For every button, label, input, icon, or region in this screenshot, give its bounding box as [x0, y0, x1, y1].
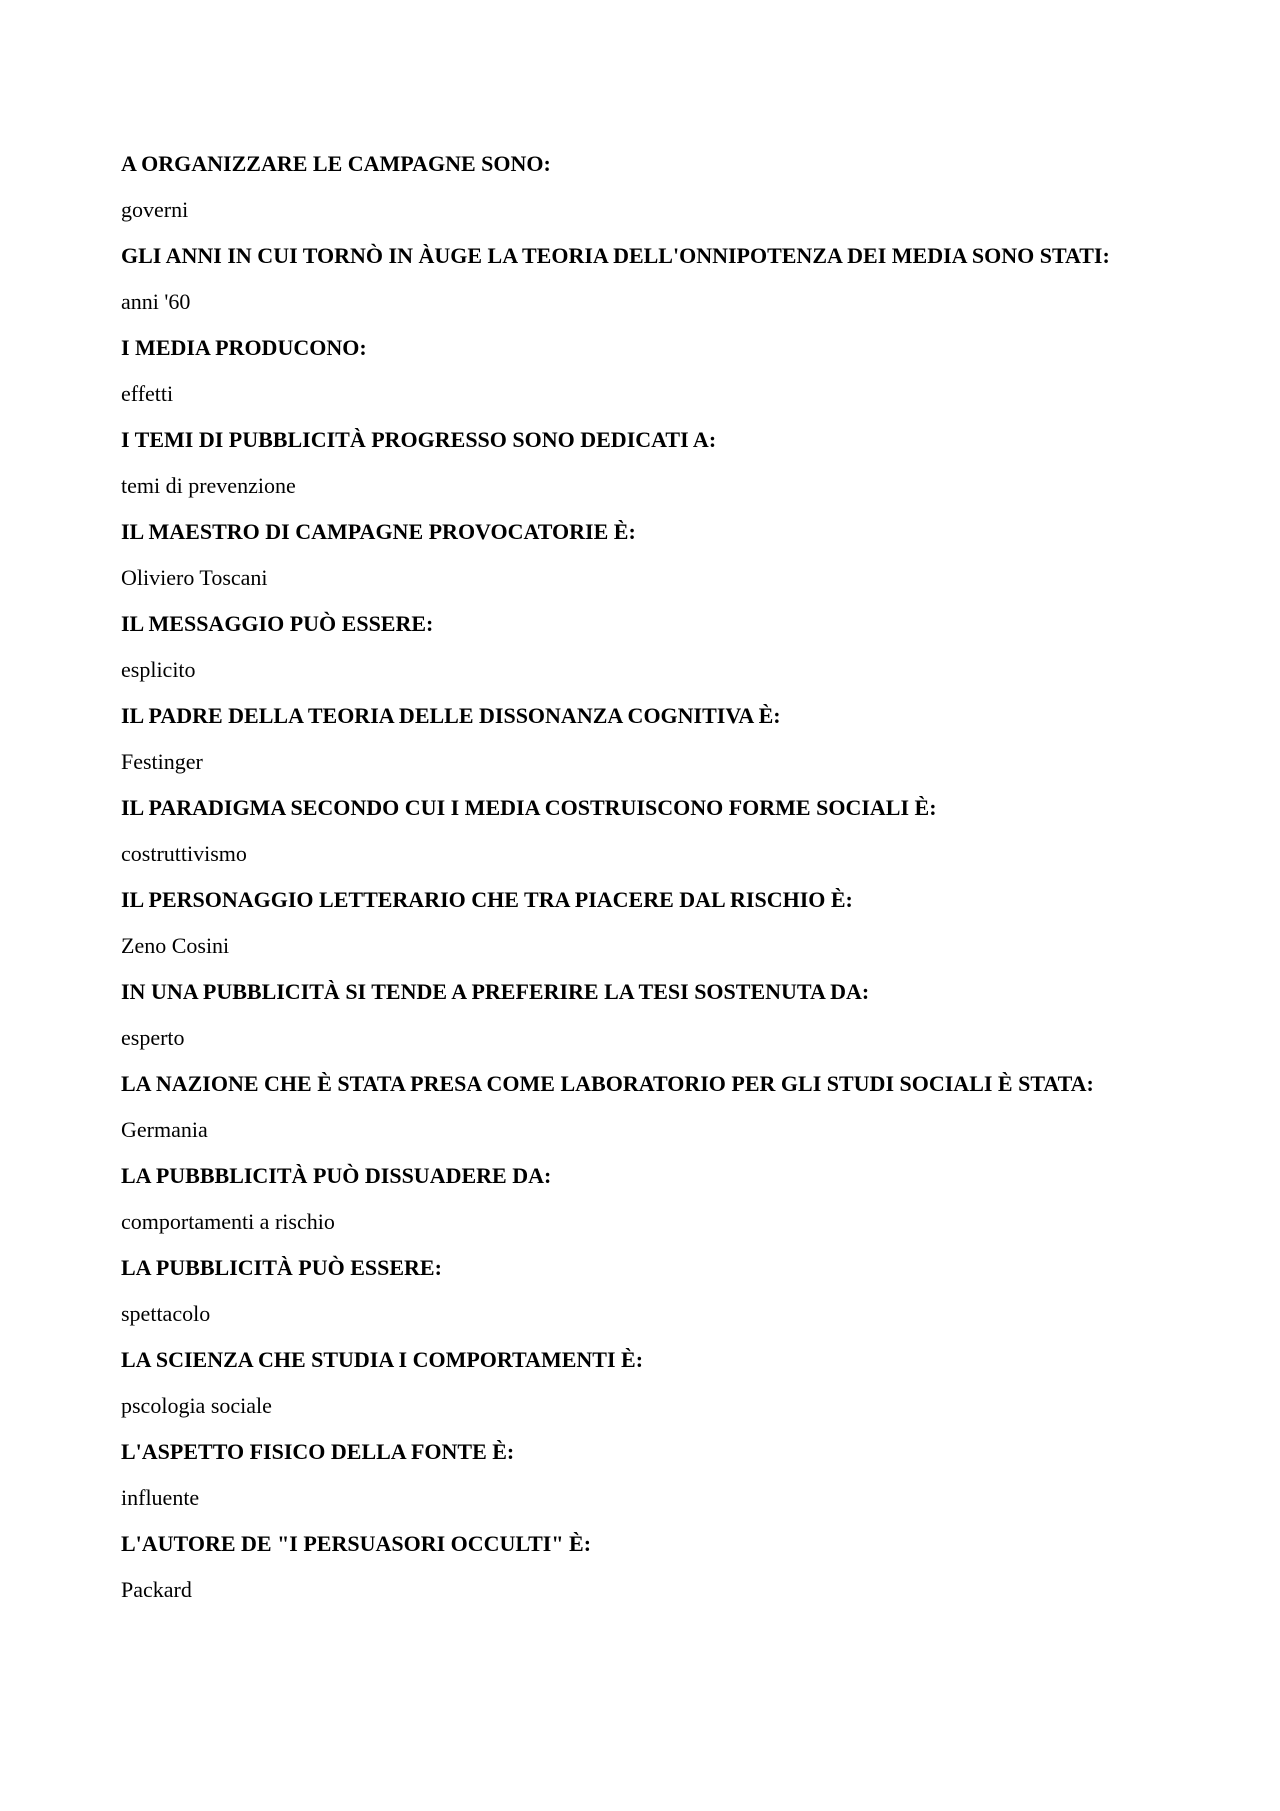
question-text: I MEDIA PRODUCONO:	[121, 335, 367, 360]
answer-text: costruttivismo	[121, 841, 247, 866]
answer-text: Germania	[121, 1117, 208, 1142]
answer-text: governi	[121, 197, 189, 222]
answer-text: temi di prevenzione	[121, 473, 296, 498]
answer-text: Oliviero Toscani	[121, 565, 268, 590]
qa-item	[121, 1530, 1164, 1604]
qa-item	[121, 1254, 1164, 1328]
answer-text: effetti	[121, 381, 174, 406]
question-text: LA PUBBLICITÀ PUÒ ESSERE:	[121, 1255, 442, 1280]
question-text: L'AUTORE DE "I PERSUASORI OCCULTI" È:	[121, 1531, 592, 1556]
question-text: L'ASPETTO FISICO DELLA FONTE È:	[121, 1439, 515, 1464]
qa-item	[121, 1438, 1164, 1512]
qa-item	[121, 1162, 1164, 1236]
qa-item	[121, 794, 1164, 868]
question-text: IL PADRE DELLA TEORIA DELLE DISSONANZA COGNITIVA È:	[121, 703, 781, 728]
answer-text: esplicito	[121, 657, 196, 682]
question-text: IL MAESTRO DI CAMPAGNE PROVOCATORIE È:	[121, 519, 636, 544]
question-text: LA PUBBBLICITÀ PUÒ DISSUADERE DA:	[121, 1163, 552, 1188]
answer-text: spettacolo	[121, 1301, 211, 1326]
answer-text: Packard	[121, 1577, 192, 1602]
answer-text: comportamenti a rischio	[121, 1209, 335, 1234]
answer-text: influente	[121, 1485, 200, 1510]
qa-item	[121, 426, 1164, 500]
qa-item	[121, 242, 1164, 316]
question-text: IN UNA PUBBLICITÀ SI TENDE A PREFERIRE LA TESI SOSTENUTA DA:	[121, 979, 870, 1004]
qa-item	[121, 1346, 1164, 1420]
answer-text: Festinger	[121, 749, 203, 774]
question-text: IL PARADIGMA SECONDO CUI I MEDIA COSTRUISCONO FORME SOCIALI È:	[121, 795, 937, 820]
question-text: A ORGANIZZARE LE CAMPAGNE SONO:	[121, 151, 551, 176]
question-text: LA NAZIONE CHE È STATA PRESA COME LABORATORIO PER GLI STUDI SOCIALI È STATA:	[121, 1071, 1094, 1096]
qa-item	[121, 518, 1164, 592]
qa-item	[121, 610, 1164, 684]
answer-text: Zeno Cosini	[121, 933, 230, 958]
answer-text: esperto	[121, 1025, 185, 1050]
question-text: LA SCIENZA CHE STUDIA I COMPORTAMENTI È:	[121, 1347, 644, 1372]
answer-text: pscologia sociale	[121, 1393, 272, 1418]
question-text: IL MESSAGGIO PUÒ ESSERE:	[121, 611, 434, 636]
qa-item	[121, 886, 1164, 960]
question-text: I TEMI DI PUBBLICITÀ PROGRESSO SONO DEDICATI A:	[121, 427, 717, 452]
question-text: IL PERSONAGGIO LETTERARIO CHE TRA PIACERE DAL RISCHIO È:	[121, 887, 853, 912]
qa-item	[121, 150, 1164, 224]
qa-item	[121, 702, 1164, 776]
answer-text: anni '60	[121, 289, 191, 314]
qa-item	[121, 334, 1164, 408]
document-page	[121, 150, 1164, 1622]
qa-item	[121, 1070, 1164, 1144]
qa-item	[121, 978, 1164, 1052]
question-text: GLI ANNI IN CUI TORNÒ IN ÀUGE LA TEORIA DELL'ONNIPOTENZA DEI MEDIA SONO STATI:	[121, 243, 1110, 268]
